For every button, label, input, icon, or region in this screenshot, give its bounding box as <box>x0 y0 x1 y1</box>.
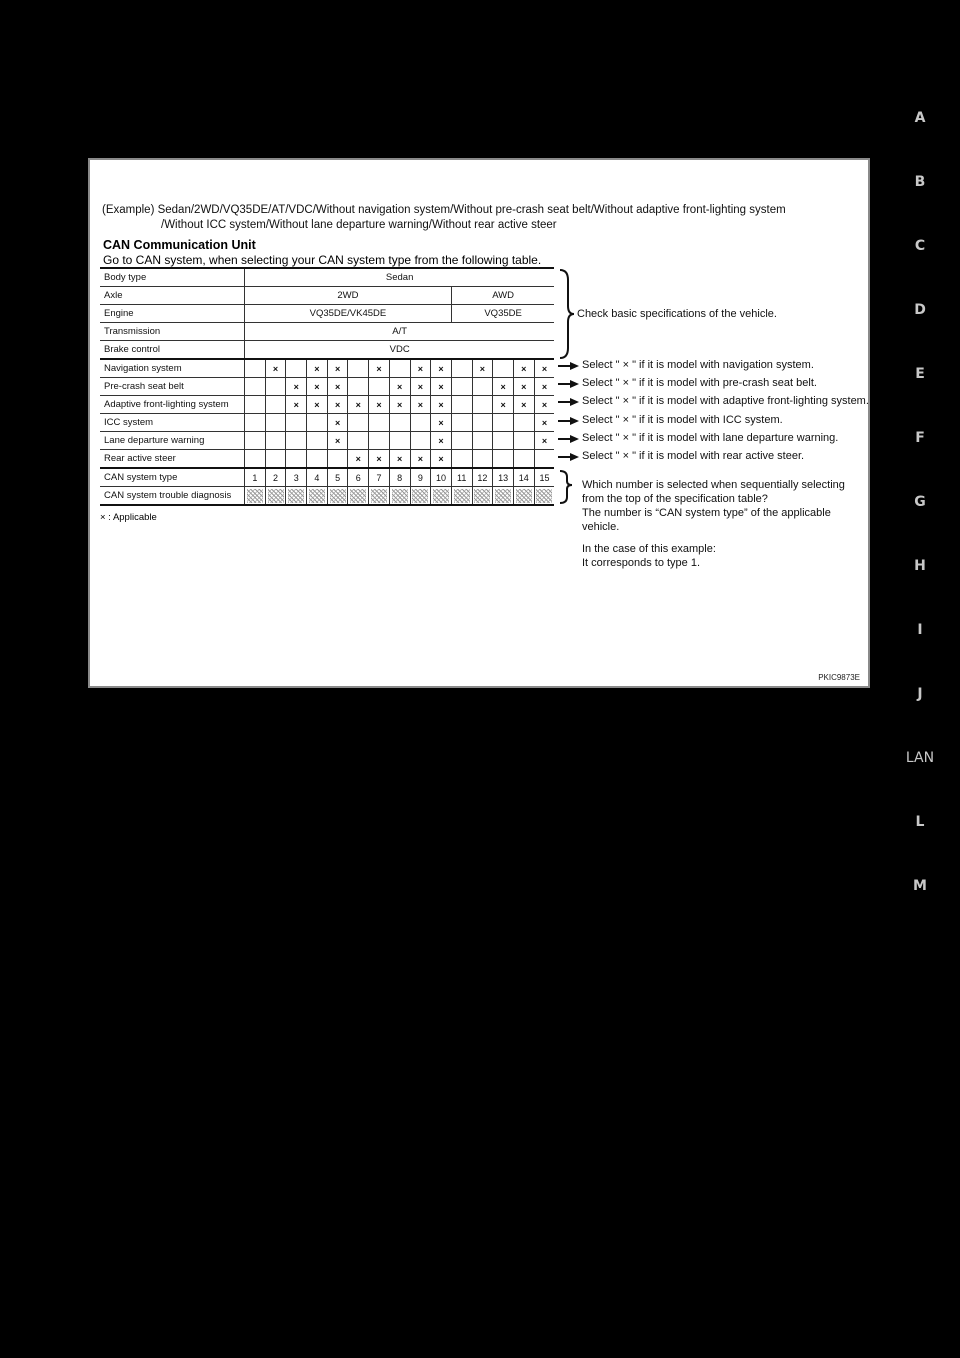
spec-row-label: Brake control <box>100 341 245 360</box>
option-cell <box>389 378 410 396</box>
type-number: 9 <box>410 468 431 487</box>
diagnosis-link-icon[interactable] <box>433 489 449 503</box>
option-cell <box>245 359 266 378</box>
option-cell <box>493 359 514 378</box>
section-index-l[interactable]: L <box>915 814 925 830</box>
option-cell <box>472 414 493 432</box>
option-cell <box>369 432 390 450</box>
diagnosis-link-icon[interactable] <box>454 489 470 503</box>
type-number: 7 <box>369 468 390 487</box>
option-cell <box>431 432 452 450</box>
option-cell <box>286 378 307 396</box>
applicable-mark-icon: × <box>438 453 444 464</box>
option-cell <box>369 378 390 396</box>
applicable-mark-icon: × <box>521 363 527 374</box>
option-cell <box>286 359 307 378</box>
option-row <box>100 359 554 378</box>
applicable-mark-icon: × <box>314 399 320 410</box>
spec-value: VQ35DE/VK45DE <box>245 305 452 323</box>
option-cell <box>410 432 431 450</box>
applicable-mark-icon: × <box>417 399 423 410</box>
applicable-mark-icon: × <box>355 453 361 464</box>
diagnosis-link-cell[interactable] <box>286 487 307 506</box>
applicable-mark-icon: × <box>521 399 527 410</box>
option-note: Select " × " if it is model with pre-crash seat belt. <box>582 377 817 390</box>
section-index-i[interactable]: I <box>917 622 923 638</box>
option-cell <box>389 450 410 469</box>
type-number: 3 <box>286 468 307 487</box>
diagnosis-row-label: CAN system trouble diagnosis <box>100 487 245 506</box>
diagnosis-link-cell[interactable] <box>389 487 410 506</box>
option-cell <box>286 432 307 450</box>
applicable-mark-icon: × <box>417 453 423 464</box>
section-index-a[interactable]: A <box>914 110 926 126</box>
applicable-mark-icon: × <box>334 399 341 410</box>
option-cell <box>451 414 472 432</box>
option-cell <box>472 359 493 378</box>
option-cell <box>265 396 286 414</box>
section-index-j[interactable]: J <box>917 686 923 702</box>
diagnosis-link-icon[interactable] <box>330 489 346 503</box>
option-cell <box>286 396 307 414</box>
type-number: 4 <box>307 468 328 487</box>
option-cell <box>327 378 348 396</box>
applicable-mark-icon: × <box>541 381 548 392</box>
applicable-mark-icon: × <box>479 363 486 374</box>
applicable-mark-icon: × <box>541 363 548 374</box>
applicable-mark-icon: × <box>521 381 527 392</box>
option-cell <box>348 432 369 450</box>
option-cell <box>348 396 369 414</box>
applicable-mark-icon: × <box>376 363 382 374</box>
diagnosis-link-icon[interactable] <box>392 489 408 503</box>
diagnosis-link-icon[interactable] <box>516 489 532 503</box>
option-row-label: Adaptive front-lighting system <box>100 396 245 414</box>
diagnosis-link-icon[interactable] <box>474 489 490 503</box>
spec-brace-icon <box>558 268 578 360</box>
option-cell <box>534 359 554 378</box>
option-note: Select " × " if it is model with rear active steer. <box>582 450 805 462</box>
option-cell <box>389 432 410 450</box>
option-cell <box>389 359 410 378</box>
applicable-mark-icon: × <box>293 399 299 410</box>
option-cell <box>307 359 328 378</box>
type-row <box>100 468 554 487</box>
diagnosis-link-cell[interactable] <box>410 487 431 506</box>
applicable-mark-icon: × <box>376 453 382 464</box>
option-cell <box>245 432 266 450</box>
option-row-label: Pre-crash seat belt <box>100 378 245 396</box>
diagnosis-link-cell[interactable] <box>534 487 554 506</box>
option-cell <box>534 378 554 396</box>
section-index-c[interactable]: C <box>914 238 926 254</box>
option-cell <box>513 396 534 414</box>
applicable-mark-icon: × <box>417 381 423 392</box>
type-note-line: from the top of the specification table? <box>582 493 768 505</box>
diagnosis-link-cell[interactable] <box>348 487 369 506</box>
spec-value: VDC <box>245 341 555 360</box>
type-number: 8 <box>389 468 410 487</box>
option-cell <box>245 450 266 469</box>
diagnosis-link-icon[interactable] <box>288 489 304 503</box>
option-cell <box>493 432 514 450</box>
applicable-mark-icon: × <box>334 417 341 428</box>
option-cell <box>245 378 266 396</box>
applicable-mark-icon: × <box>438 363 444 374</box>
option-cell <box>307 450 328 469</box>
option-cell <box>389 414 410 432</box>
option-cell <box>410 359 431 378</box>
example-note <box>582 542 716 570</box>
spec-row <box>100 323 554 341</box>
applicable-mark-icon: × <box>334 381 341 392</box>
type-note-line: vehicle. <box>582 521 620 533</box>
option-cell <box>410 378 431 396</box>
option-row-label: Navigation system <box>100 359 245 378</box>
option-cell <box>451 396 472 414</box>
spec-note: Check basic specifications of the vehicle. <box>577 308 777 320</box>
section-index-g[interactable]: G <box>914 494 926 510</box>
spec-row <box>100 341 554 360</box>
option-cell <box>493 396 514 414</box>
type-number: 6 <box>348 468 369 487</box>
option-row <box>100 378 554 396</box>
diagnosis-row <box>100 487 554 506</box>
applicable-mark-icon: × <box>438 417 444 428</box>
option-row <box>100 432 554 450</box>
option-cell <box>472 432 493 450</box>
diagnosis-link-icon[interactable] <box>412 489 428 503</box>
type-number: 13 <box>493 468 514 487</box>
option-row-label: Lane departure warning <box>100 432 245 450</box>
spec-row <box>100 287 554 305</box>
can-spec-table <box>100 267 554 506</box>
option-cell <box>431 450 452 469</box>
option-cell <box>451 378 472 396</box>
applicable-mark-icon: × <box>500 381 506 392</box>
diagnosis-link-icon[interactable] <box>495 489 511 503</box>
applicable-mark-icon: × <box>397 399 403 410</box>
type-number: 15 <box>534 468 554 487</box>
option-cell <box>513 450 534 469</box>
option-cell <box>410 396 431 414</box>
option-cell <box>348 450 369 469</box>
diagnosis-link-cell[interactable] <box>451 487 472 506</box>
applicable-mark-icon: × <box>397 453 403 464</box>
applicable-mark-icon: × <box>272 363 279 374</box>
option-note: Select " × " if it is model with adaptive front-lighting system. <box>582 395 869 408</box>
option-cell <box>513 414 534 432</box>
example-line-2: /Without ICC system/Without lane departure warning/Without rear active steer <box>161 219 557 231</box>
type-number: 2 <box>265 468 286 487</box>
diagnosis-link-icon[interactable] <box>350 489 366 503</box>
option-cell <box>472 378 493 396</box>
option-cell <box>307 378 328 396</box>
option-cell <box>513 432 534 450</box>
spec-row <box>100 268 554 287</box>
spec-row-label: Engine <box>100 305 245 323</box>
spec-row-label: Body type <box>100 268 245 287</box>
section-index-b[interactable]: B <box>914 174 926 190</box>
applicable-mark-icon: × <box>438 381 444 392</box>
diagnosis-link-cell[interactable] <box>265 487 286 506</box>
option-cell <box>307 432 328 450</box>
type-number: 1 <box>245 468 266 487</box>
arrow-right-icon <box>558 397 580 407</box>
applicable-mark-icon: × <box>541 435 548 446</box>
diagnosis-link-icon[interactable] <box>371 489 387 503</box>
applicable-mark-icon: × <box>355 399 361 410</box>
option-cell <box>327 432 348 450</box>
applicable-mark-icon: × <box>438 399 444 410</box>
applicable-mark-icon: × <box>314 381 320 392</box>
option-cell <box>451 359 472 378</box>
option-cell <box>348 378 369 396</box>
option-cell <box>348 359 369 378</box>
applicable-mark-icon: × <box>376 399 382 410</box>
option-cell <box>472 450 493 469</box>
option-cell <box>431 359 452 378</box>
option-cell <box>369 414 390 432</box>
option-row <box>100 414 554 432</box>
option-cell <box>431 396 452 414</box>
option-cell <box>245 396 266 414</box>
type-number: 12 <box>472 468 493 487</box>
arrow-right-icon <box>558 379 580 389</box>
diagnosis-link-cell[interactable] <box>472 487 493 506</box>
applicable-mark-icon: × <box>438 435 444 446</box>
section-index-m[interactable]: M <box>913 878 927 894</box>
example-note-line: It corresponds to type 1. <box>582 557 701 569</box>
example-note-line: In the case of this example: <box>582 543 716 555</box>
applicable-mark-icon: × <box>541 417 548 428</box>
option-row <box>100 450 554 469</box>
spec-value: 2WD <box>245 287 452 305</box>
diagnosis-link-icon[interactable] <box>536 489 552 503</box>
diagnosis-link-cell[interactable] <box>327 487 348 506</box>
option-cell <box>327 450 348 469</box>
unit-subtitle: Go to CAN system, when selecting your CAN system type from the following table. <box>103 253 542 267</box>
diagnosis-link-cell[interactable] <box>369 487 390 506</box>
spec-row-label: Transmission <box>100 323 245 341</box>
option-cell <box>265 359 286 378</box>
option-cell <box>451 432 472 450</box>
type-row-label: CAN system type <box>100 468 245 487</box>
spec-value: A/T <box>245 323 555 341</box>
arrow-right-icon <box>558 361 580 371</box>
applicable-mark-icon: × <box>293 381 299 392</box>
diagnosis-link-cell[interactable] <box>431 487 452 506</box>
type-number: 14 <box>513 468 534 487</box>
option-cell <box>431 414 452 432</box>
type-note <box>582 478 845 534</box>
option-cell <box>265 414 286 432</box>
option-row-label: ICC system <box>100 414 245 432</box>
option-cell <box>327 359 348 378</box>
option-cell <box>327 396 348 414</box>
option-row-label: Rear active steer <box>100 450 245 469</box>
section-index-h[interactable]: H <box>914 558 926 574</box>
applicable-mark-icon: × <box>397 381 403 392</box>
applicable-mark-icon: × <box>334 435 341 446</box>
section-index-d[interactable]: D <box>914 302 926 318</box>
section-index-lan[interactable]: LAN <box>905 750 935 766</box>
spec-row <box>100 305 554 323</box>
option-cell <box>493 378 514 396</box>
spec-value: VQ35DE <box>451 305 554 323</box>
option-cell <box>286 450 307 469</box>
section-index-f[interactable]: F <box>915 430 925 446</box>
option-cell <box>307 414 328 432</box>
option-cell <box>245 414 266 432</box>
option-cell <box>513 378 534 396</box>
applicable-mark-icon: × <box>541 399 548 410</box>
option-cell <box>493 450 514 469</box>
spec-value: Sedan <box>245 268 555 287</box>
arrow-right-icon <box>558 416 580 426</box>
figure-code: PKIC9873E <box>818 673 860 682</box>
example-line-1: (Example) Sedan/2WD/VQ35DE/AT/VDC/Without navigation system/Without pre-crash seat belt/Without adaptive front-lighting system <box>102 204 786 216</box>
diagnosis-link-icon[interactable] <box>268 489 284 503</box>
option-cell <box>265 378 286 396</box>
can-system-type-figure <box>88 158 870 688</box>
option-note: Select " × " if it is model with navigation system. <box>582 359 814 371</box>
diagnosis-link-cell[interactable] <box>493 487 514 506</box>
option-cell <box>451 450 472 469</box>
applicable-mark-icon: × <box>500 399 506 410</box>
option-cell <box>410 414 431 432</box>
option-cell <box>513 359 534 378</box>
option-cell <box>307 396 328 414</box>
applicable-mark-icon: × <box>417 363 423 374</box>
diagnosis-link-icon[interactable] <box>247 489 263 503</box>
option-row <box>100 396 554 414</box>
type-number: 10 <box>431 468 452 487</box>
option-cell <box>265 432 286 450</box>
spec-value: AWD <box>451 287 554 305</box>
arrow-right-icon <box>558 434 580 444</box>
applicable-mark-icon: × <box>334 363 341 374</box>
diagnosis-link-cell[interactable] <box>245 487 266 506</box>
spec-row-label: Axle <box>100 287 245 305</box>
option-cell <box>286 414 307 432</box>
type-number: 11 <box>451 468 472 487</box>
option-note: Select " × " if it is model with ICC system. <box>582 413 783 426</box>
option-cell <box>431 378 452 396</box>
option-cell <box>472 396 493 414</box>
diagnosis-link-icon[interactable] <box>309 489 325 503</box>
option-cell <box>534 432 554 450</box>
option-cell <box>534 414 554 432</box>
arrow-right-icon <box>558 452 580 462</box>
diagnosis-link-cell[interactable] <box>513 487 534 506</box>
option-note: Select " × " if it is model with lane departure warning. <box>582 431 839 444</box>
option-cell <box>369 359 390 378</box>
unit-title: CAN Communication Unit <box>103 238 256 252</box>
type-note-line: Which number is selected when sequentially selecting <box>582 479 845 491</box>
type-note-line: The number is “CAN system type” of the applicable <box>582 507 831 519</box>
legend: × : Applicable <box>100 512 157 523</box>
applicable-mark-icon: × <box>314 363 320 374</box>
type-number: 5 <box>327 468 348 487</box>
option-cell <box>369 396 390 414</box>
option-cell <box>410 450 431 469</box>
option-cell <box>493 414 514 432</box>
option-cell <box>389 396 410 414</box>
section-index-e[interactable]: E <box>915 366 925 382</box>
option-cell <box>348 414 369 432</box>
option-cell <box>534 396 554 414</box>
option-cell <box>265 450 286 469</box>
option-cell <box>327 414 348 432</box>
option-cell <box>534 450 554 469</box>
diagnosis-link-cell[interactable] <box>307 487 328 506</box>
option-cell <box>369 450 390 469</box>
type-brace-icon <box>558 469 578 505</box>
